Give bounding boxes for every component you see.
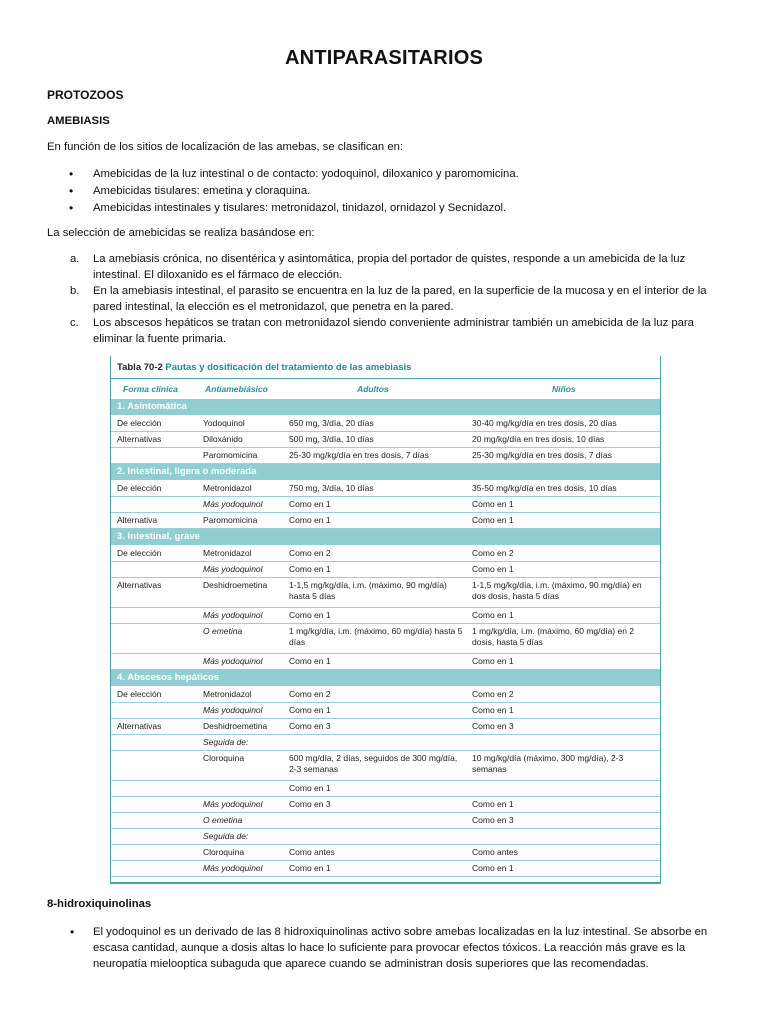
table-cell: Como en 1 xyxy=(472,863,514,873)
table-cell: Como en 2 xyxy=(472,689,514,699)
table-row xyxy=(111,608,660,624)
table-cell: 1 mg/kg/día, i.m. (máximo, 60 mg/día) en 2 dosis, hasta 5 días xyxy=(472,626,635,647)
table-cell: Alternativas xyxy=(117,580,162,590)
table-cell: Como en 3 xyxy=(289,799,331,809)
table-cell: De elección xyxy=(117,483,162,493)
table-row xyxy=(111,432,660,448)
table-cell: 1 mg/kg/día, i.m. (máximo, 60 mg/día) hasta 5 días xyxy=(289,626,463,647)
page-title: ANTIPARASITARIOS xyxy=(284,47,483,69)
table-row xyxy=(111,624,660,654)
table-cell: Metronidazol xyxy=(203,689,252,699)
table-row xyxy=(111,781,660,797)
table-section-band xyxy=(111,670,660,686)
table-cell: Yodoquinol xyxy=(203,418,245,428)
table-row xyxy=(111,703,660,719)
table-cell: 650 mg, 3/día, 20 días xyxy=(289,418,374,428)
bullet-marker: • xyxy=(70,925,75,939)
list-marker: b. xyxy=(70,285,80,297)
table-row xyxy=(111,719,660,735)
selection-paragraph: La selección de amebicidas se realiza basándose en: xyxy=(47,227,315,239)
table-cell: 30-40 mg/kg/día en tres dosis, 20 días xyxy=(472,418,617,428)
lettered-item xyxy=(47,283,722,315)
table-row xyxy=(111,497,660,513)
table-cell: Como en 1 xyxy=(472,499,514,509)
table-section-band xyxy=(111,529,660,545)
lettered-text: Los abscesos hepáticos se tratan con metronidazol siendo conveniente administrar también un amebicida de la luz para eliminar la fuente primaria. xyxy=(93,317,694,345)
list-marker: a. xyxy=(70,253,80,265)
table-section-title: 2. Intestinal, ligera o moderada xyxy=(117,466,257,477)
amebicide-bullet-list xyxy=(47,166,519,217)
table-cell: 1-1,5 mg/kg/día, i.m. (máximo, 90 mg/día) en dos dosis, hasta 5 días xyxy=(472,580,642,601)
table-cell: Como en 1 xyxy=(289,515,331,525)
table-section-band xyxy=(111,399,660,415)
table-cell: 750 mg, 3/día, 10 días xyxy=(289,483,374,493)
table-cell: Como en 3 xyxy=(472,815,514,825)
final-bullet-list xyxy=(47,924,722,972)
bullet-item: • Amebicidas intestinales y tisulares: metronidazol, tinidazol, ornidazol y Secnidazol. xyxy=(47,200,519,217)
table-cell: De elección xyxy=(117,689,162,699)
table-cell: 500 mg, 3/día, 10 días xyxy=(289,434,374,444)
table-cell: Deshidroemetina xyxy=(203,580,268,590)
table-header-row xyxy=(111,378,660,400)
table-cell: Metronidazol xyxy=(203,548,252,558)
table-cell: Como en 3 xyxy=(472,721,514,731)
table-cell: 35-50 mg/kg/día en tres dosis, 10 días xyxy=(472,483,617,493)
table-cell: 1-1,5 mg/kg/día, i.m. (máximo, 90 mg/día) hasta 5 días xyxy=(289,580,447,601)
table-cell: 25-30 mg/kg/día en tres dosis, 7 días xyxy=(289,450,429,460)
table-cell: Como en 1 xyxy=(289,564,331,574)
table-cell: Paromomicina xyxy=(203,515,258,525)
list-marker: c. xyxy=(70,317,79,329)
table-cell: Como antes xyxy=(289,847,335,857)
table-cell: Como en 2 xyxy=(472,548,514,558)
table-cell: Como en 1 xyxy=(472,515,514,525)
table-section-title: 4. Abscesos hepáticos xyxy=(117,672,220,683)
table-cell: Como en 1 xyxy=(472,656,514,666)
lettered-item xyxy=(47,251,722,283)
table-cell: Alternativas xyxy=(117,434,162,444)
table-row xyxy=(111,481,660,497)
table-cell: Más yodoquinol xyxy=(203,799,263,809)
table-row xyxy=(111,416,660,432)
table-cell: Como en 3 xyxy=(289,721,331,731)
table-number: Tabla 70-2 xyxy=(117,362,163,373)
table-cell: Seguida de: xyxy=(203,737,249,747)
table-row xyxy=(111,578,660,608)
table-row xyxy=(111,562,660,578)
lettered-list xyxy=(47,251,722,347)
table-cell: Seguida de: xyxy=(203,831,249,841)
table-cell: Más yodoquinol xyxy=(203,564,263,574)
table-row xyxy=(111,813,660,829)
subsection-heading-amebiasis: AMEBIASIS xyxy=(47,115,110,127)
table-cell: Alternativa xyxy=(117,515,158,525)
table-cell: Como en 1 xyxy=(472,705,514,715)
table-row xyxy=(111,797,660,813)
header-forma-clinica: Forma clínica xyxy=(123,384,178,394)
table-row xyxy=(111,751,660,781)
lettered-text: En la amebiasis intestinal, el parasito se encuentra en la luz de la pared, en la superficie de la mucosa y en el interior de la pared intestinal, la elección es el metronidazol, que penetra en la pared. xyxy=(93,285,707,313)
table-cell: Como en 2 xyxy=(289,548,331,558)
bullet-item xyxy=(47,924,722,972)
table-cell: Metronidazol xyxy=(203,483,252,493)
bullet-text: El yodoquinol es un derivado de las 8 hidroxiquinolinas activo sobre amebas localizadas en la luz intestinal. Se absorbe en escasa cantidad, aunque a dosis altas lo hace lo suficiente para provocar efectos tóxicos. La reacción más grave es la neuropatía mielooptica subaguda que aparece cuando se administran dosis superiores que las recomendadas. xyxy=(93,926,708,970)
table-cell: Más yodoquinol xyxy=(203,610,263,620)
table-row xyxy=(111,829,660,845)
table-row xyxy=(111,546,660,562)
bullet-item: • Amebicidas de la luz intestinal o de contacto: yodoquinol, diloxanico y paromomicina. xyxy=(47,166,519,183)
table-row xyxy=(111,845,660,861)
table-cell: Más yodoquinol xyxy=(203,499,263,509)
table-row xyxy=(111,735,660,751)
table-cell: Diloxánido xyxy=(203,434,243,444)
table-section-title: 1. Asintomática xyxy=(117,401,187,412)
lettered-item xyxy=(47,315,722,347)
table-row xyxy=(111,687,660,703)
lettered-text: La amebiasis crónica, no disentérica y asintomática, propia del portador de quistes, responde a un amebicida de la luz intestinal. El diloxanido es el fármaco de elección. xyxy=(93,253,686,281)
table-cell: Paromomicina xyxy=(203,450,258,460)
table-cell: Más yodoquinol xyxy=(203,656,263,666)
table-cell: 600 mg/día, 2 días, seguidos de 300 mg/día, 2-3 semanas xyxy=(289,753,458,774)
bullet-item: • Amebicidas tisulares: emetina y cloraquina. xyxy=(47,183,519,200)
table-cell: Como en 1 xyxy=(289,863,331,873)
table-row xyxy=(111,448,660,464)
table-cell: Deshidroemetina xyxy=(203,721,268,731)
table-cell: O emetina xyxy=(203,815,243,825)
treatment-table xyxy=(110,356,661,884)
table-cell: Como en 1 xyxy=(472,799,514,809)
table-row xyxy=(111,513,660,529)
table-cell: Como en 1 xyxy=(289,783,331,793)
table-row xyxy=(111,654,660,670)
table-caption xyxy=(117,362,411,373)
table-cell: Cloroquina xyxy=(203,847,245,857)
table-cell: O emetina xyxy=(203,626,243,636)
table-cell: Como en 1 xyxy=(289,656,331,666)
table-cell: Como en 1 xyxy=(472,610,514,620)
intro-paragraph: En función de los sitios de localización de las amebas, se clasifican en: xyxy=(47,141,404,153)
table-cell: Como en 1 xyxy=(289,610,331,620)
section-heading-protozoos: PROTOZOOS xyxy=(47,88,124,102)
table-caption-title: Pautas y dosificación del tratamiento de las amebiasis xyxy=(165,362,412,373)
table-cell: De elección xyxy=(117,548,162,558)
table-cell: Como en 1 xyxy=(472,564,514,574)
section-heading-hidroxiquinolinas: 8-hidroxiquinolinas xyxy=(47,898,152,910)
table-cell: 25-30 mg/kg/día en tres dosis, 7 días xyxy=(472,450,612,460)
table-cell: 20 mg/kg/día en tres dosis, 10 días xyxy=(472,434,605,444)
table-cell: Más yodoquinol xyxy=(203,863,263,873)
table-cell: De elección xyxy=(117,418,162,428)
table-cell: Más yodoquinol xyxy=(203,705,263,715)
table-cell: Como en 2 xyxy=(289,689,331,699)
table-row xyxy=(111,861,660,877)
table-cell: Como antes xyxy=(472,847,518,857)
table-cell: 10 mg/kg/día (máximo, 300 mg/día), 2-3 semanas xyxy=(472,753,624,774)
table-cell: Alternativas xyxy=(117,721,162,731)
header-antiamebiasico: Antiamebiásico xyxy=(205,384,268,394)
table-section-title: 3. Intestinal, grave xyxy=(117,531,200,542)
header-ninos: Niños xyxy=(552,384,576,394)
header-adultos: Adultos xyxy=(357,384,389,394)
table-cell: Cloroquina xyxy=(203,753,245,763)
table-cell: Como en 1 xyxy=(289,499,331,509)
table-cell: Como en 1 xyxy=(289,705,331,715)
table-section-band xyxy=(111,464,660,480)
